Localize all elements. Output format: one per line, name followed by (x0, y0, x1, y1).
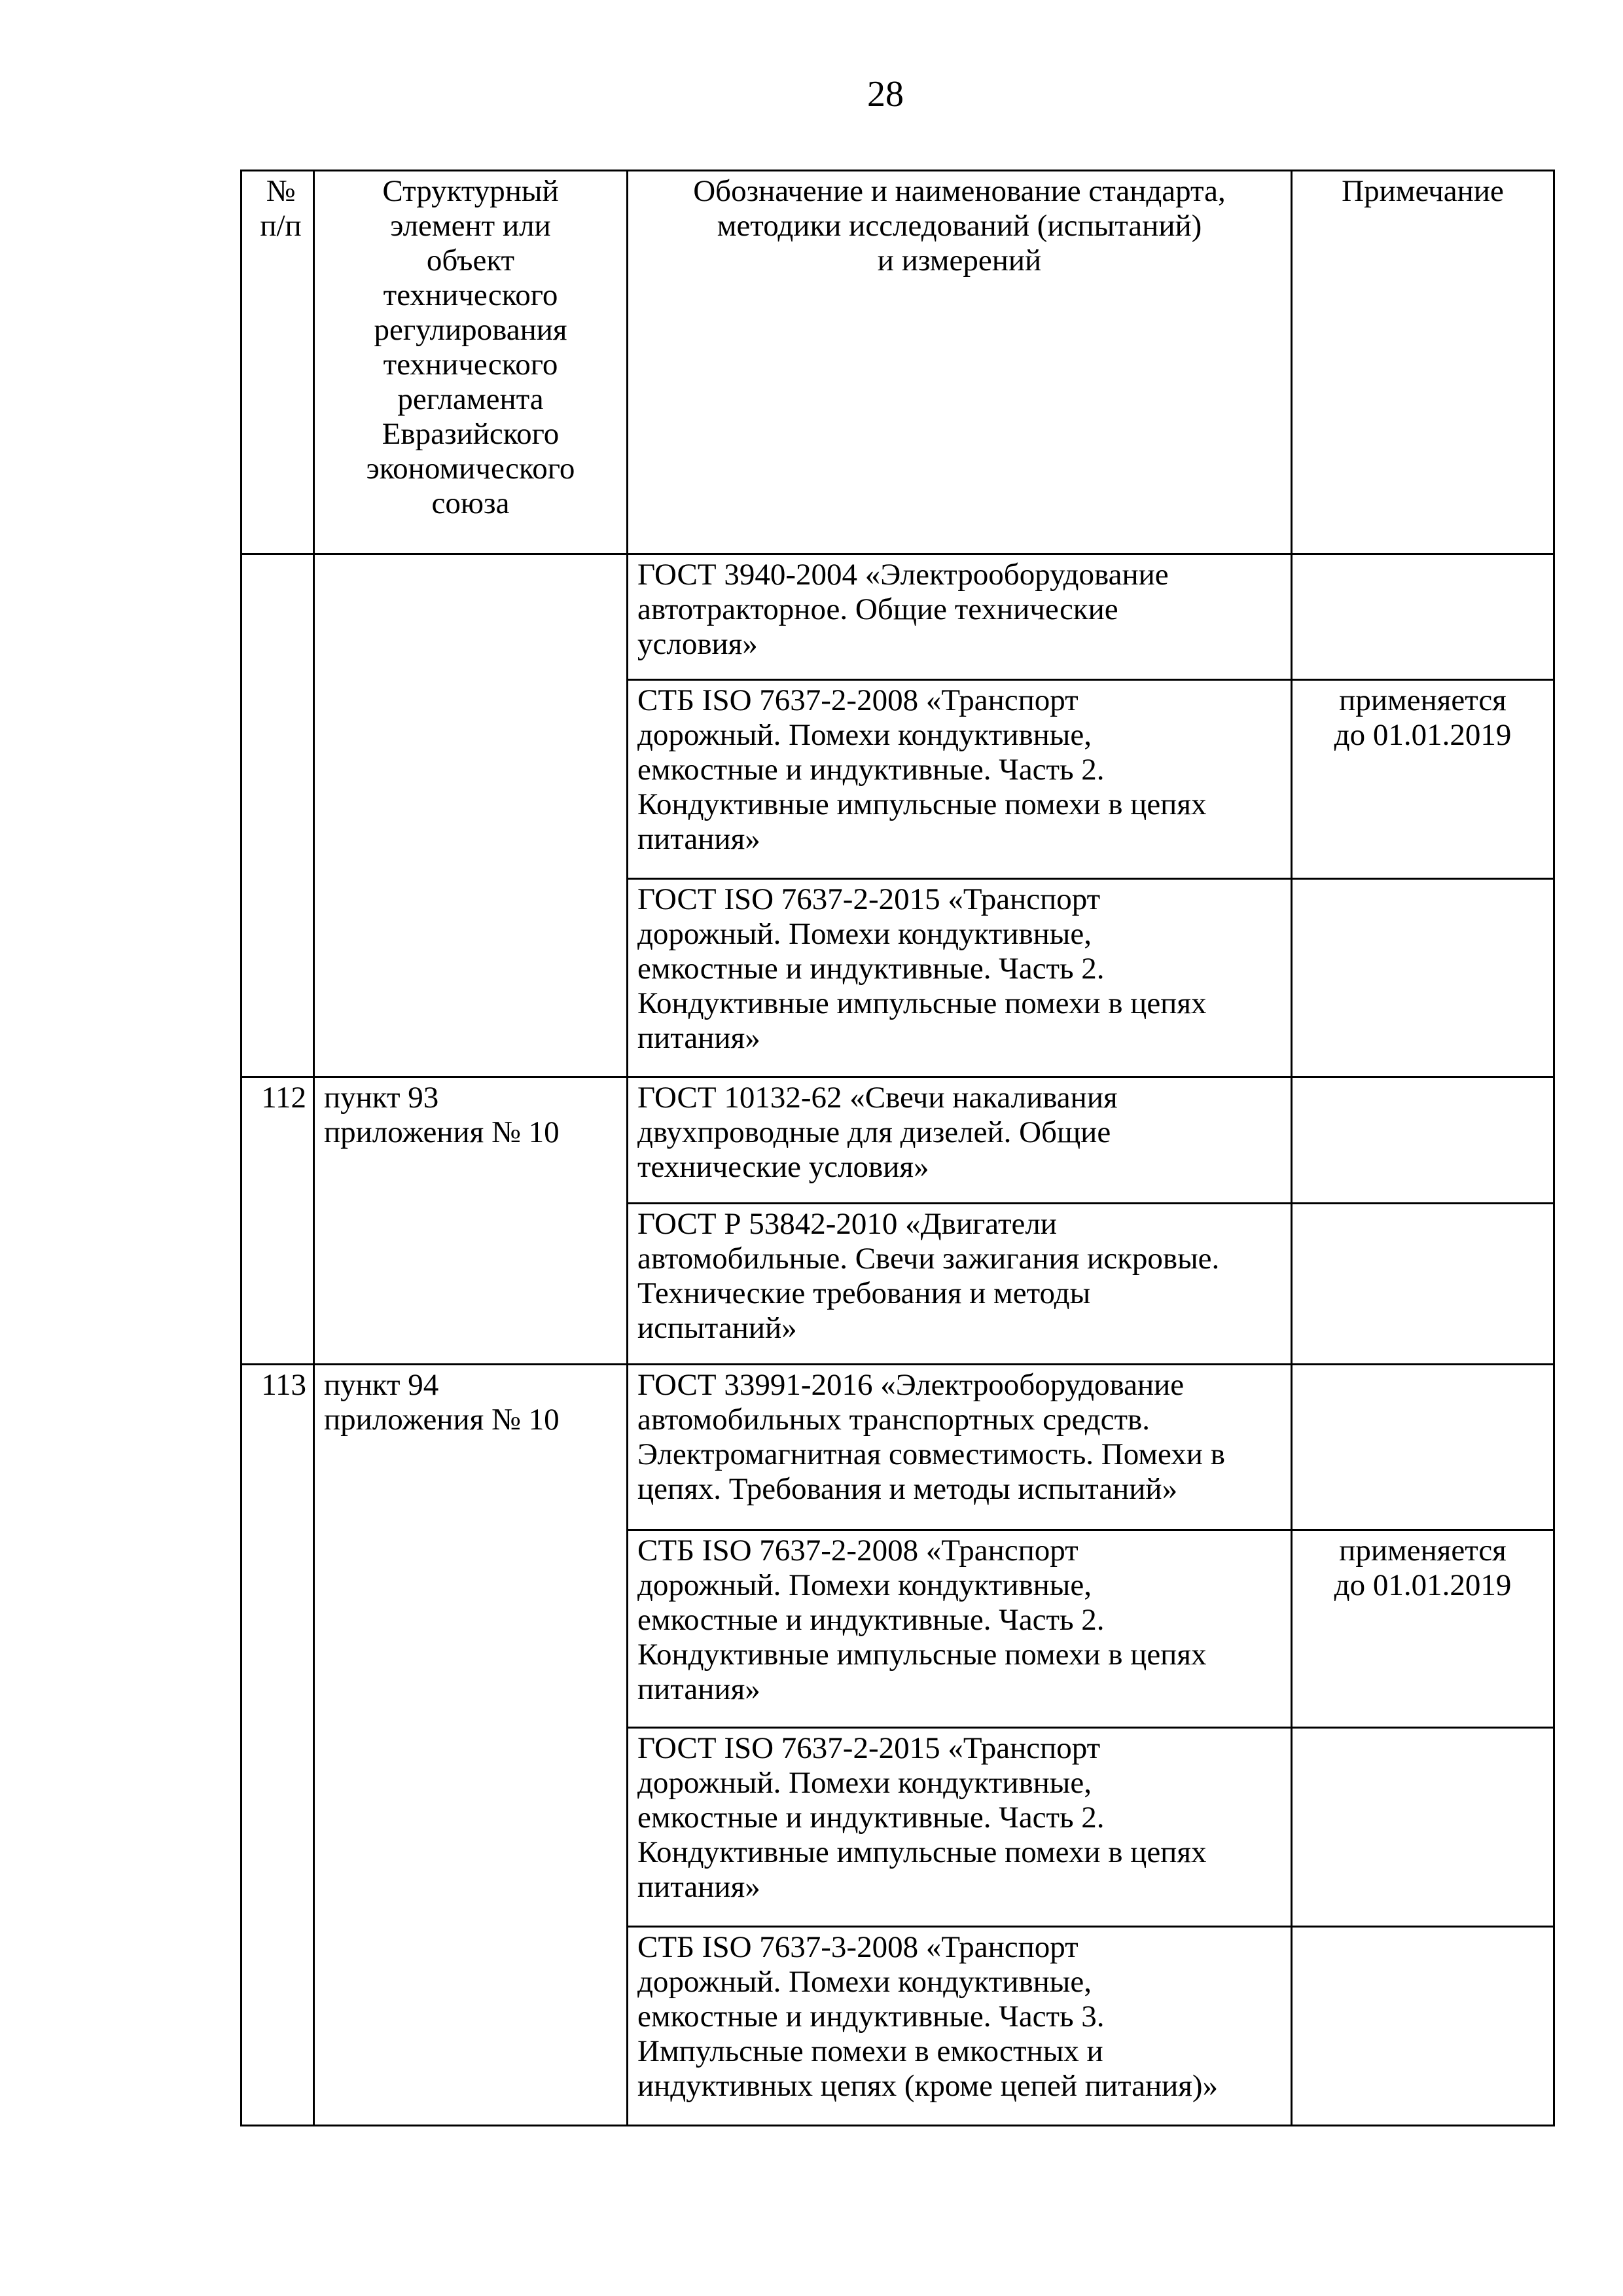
row-element: пункт 93 приложения № 10 (314, 1077, 628, 1365)
row-element (314, 554, 628, 1077)
row-note (1292, 1365, 1554, 1530)
row-standard: ГОСТ 3940-2004 «Электрооборудование автотракторное. Общие технические условия» (628, 554, 1292, 680)
row-note (1292, 1204, 1554, 1365)
standards-table (240, 170, 1555, 2126)
page-number: 28 (867, 74, 904, 115)
row-standard: ГОСТ ISO 7637-2-2015 «Транспорт дорожный. Помехи кондуктивные, емкостные и индуктивные. Часть 2. Кондуктивные импульсные помехи в цепях питания» (628, 1728, 1292, 1927)
header-note: Примечание (1292, 171, 1554, 554)
table-row (241, 1365, 1554, 1530)
header-element: Структурный элемент или объект технического регулирования технического регламента Евразийского экономического союза (314, 171, 628, 554)
header-standard: Обозначение и наименование стандарта, методики исследований (испытаний) и измерений (628, 171, 1292, 554)
table-row (241, 554, 1554, 680)
row-standard: ГОСТ 10132-62 «Свечи накаливания двухпроводные для дизелей. Общие технические условия» (628, 1077, 1292, 1204)
row-element: пункт 94 приложения № 10 (314, 1365, 628, 2126)
row-number: 112 (241, 1077, 314, 1365)
row-standard: ГОСТ Р 53842-2010 «Двигатели автомобильные. Свечи зажигания искровые. Технические требования и методы испытаний» (628, 1204, 1292, 1365)
row-standard: ГОСТ 33991-2016 «Электрооборудование автомобильных транспортных средств. Электромагнитная совместимость. Помехи в цепях. Требования и методы испытаний» (628, 1365, 1292, 1530)
row-note (1292, 1077, 1554, 1204)
row-standard: СТБ ISO 7637-3-2008 «Транспорт дорожный. Помехи кондуктивные, емкостные и индуктивные. Часть 3. Импульсные помехи в емкостных и индуктивных цепях (кроме цепей питания)» (628, 1927, 1292, 2126)
row-standard: СТБ ISO 7637-2-2008 «Транспорт дорожный. Помехи кондуктивные, емкостные и индуктивные. Часть 2. Кондуктивные импульсные помехи в цепях питания» (628, 680, 1292, 879)
row-standard: ГОСТ ISO 7637-2-2015 «Транспорт дорожный. Помехи кондуктивные, емкостные и индуктивные. Часть 2. Кондуктивные импульсные помехи в цепях питания» (628, 879, 1292, 1077)
row-note (1292, 1728, 1554, 1927)
row-number (241, 554, 314, 1077)
table-header-row (241, 171, 1554, 554)
header-number: № п/п (241, 171, 314, 554)
row-note: применяется до 01.01.2019 (1292, 1530, 1554, 1728)
row-note (1292, 1927, 1554, 2126)
table-row (241, 1077, 1554, 1204)
row-note: применяется до 01.01.2019 (1292, 680, 1554, 879)
row-note (1292, 879, 1554, 1077)
row-note (1292, 554, 1554, 680)
row-standard: СТБ ISO 7637-2-2008 «Транспорт дорожный. Помехи кондуктивные, емкостные и индуктивные. Часть 2. Кондуктивные импульсные помехи в цепях питания» (628, 1530, 1292, 1728)
row-number: 113 (241, 1365, 314, 2126)
